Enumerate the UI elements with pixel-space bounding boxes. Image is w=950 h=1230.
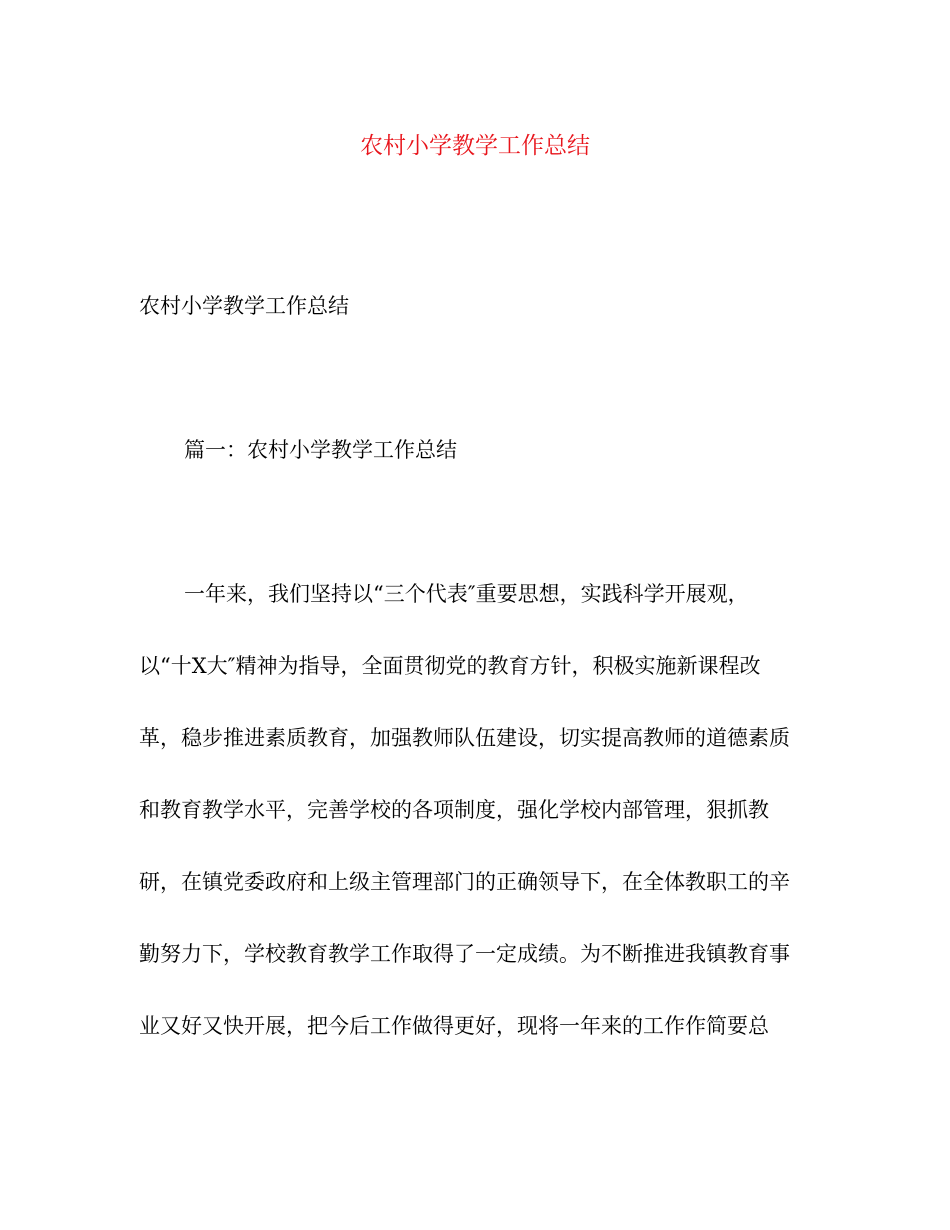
body-line: 以“十Χ大″精神为指导，全面贯彻党的教育方针，积极实施新课程改 [139,654,761,678]
body-line: 一年来，我们坚持以“三个代表″重要思想，实践科学开展观， [184,582,749,606]
section-heading: 篇一：农村小学教学工作总结 [184,438,457,462]
body-line: 勤努力下，学校教育教学工作取得了一定成绩。为不断推进我镇教育事 [139,942,790,966]
body-line: 业又好又快开展，把今后工作做得更好，现将一年来的工作作简要总 [139,1014,769,1038]
body-line: 革，稳步推进素质教育，加强教师队伍建设，切实提高教师的道德素质 [139,726,790,750]
document-title: 农村小学教学工作总结 [360,133,590,159]
body-line: 和教育教学水平，完善学校的各项制度，强化学校内部管理，狠抓教 [139,798,769,822]
body-line: 研，在镇党委政府和上级主管理部门的正确领导下，在全体教职工的辛 [139,870,790,894]
body-paragraph [139,576,829,1080]
document-subtitle: 农村小学教学工作总结 [139,294,349,318]
